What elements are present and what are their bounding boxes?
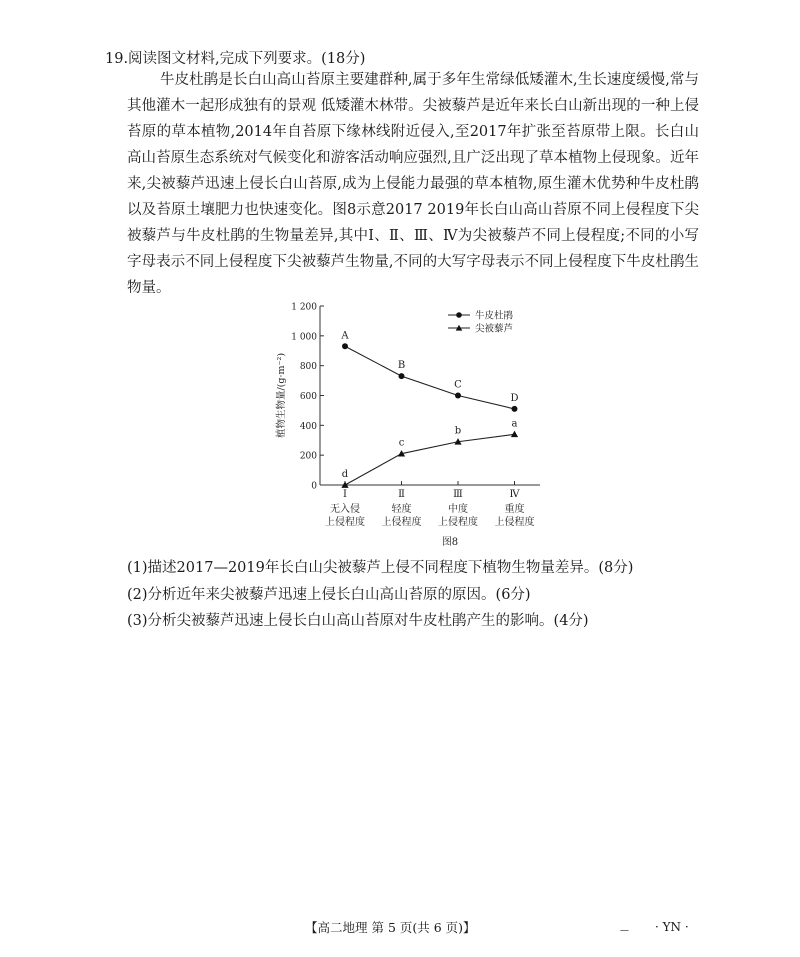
- data-point-triangle: [511, 431, 518, 437]
- data-point-circle: [512, 406, 518, 412]
- data-label: D: [510, 392, 519, 404]
- sub-question-3: (3)分析尖被藜芦迅速上侵长白山高山苔原对牛皮杜鹃产生的影响。(4分): [127, 613, 589, 629]
- sub-question-1: (1)描述2017—2019年长白山尖被藜芦上侵不同程度下植物生物量差异。(8分): [127, 560, 634, 576]
- footer-mark: —: [620, 926, 629, 936]
- x-tick-label: Ⅰ: [343, 489, 347, 500]
- data-label: d: [341, 469, 349, 480]
- sub-question-2: (2)分析近年来尖被藜芦迅速上侵长白山高山苔原的原因。(6分): [127, 587, 531, 603]
- legend-label: 牛皮杜鹃: [475, 310, 514, 322]
- data-point-circle: [455, 393, 461, 399]
- data-label: a: [511, 418, 518, 430]
- legend-label: 尖被藜芦: [475, 323, 514, 335]
- x-category-sublabel: 无入侵: [330, 504, 360, 515]
- y-tick-label: 200: [299, 451, 317, 462]
- data-label: b: [454, 425, 462, 437]
- biomass-chart: [270, 298, 560, 548]
- x-category-sublabel: 重度: [504, 504, 525, 515]
- x-tick-label: Ⅱ: [398, 489, 405, 500]
- x-category-sublabel: 上侵程度: [381, 517, 422, 528]
- y-tick-label: 1 000: [291, 332, 317, 343]
- x-tick-label: Ⅲ: [453, 489, 463, 500]
- data-point-circle: [399, 373, 405, 379]
- page-footer: 【高二地理 第 5 页(共 6 页)】: [305, 920, 476, 935]
- y-tick-label: 800: [299, 362, 317, 373]
- x-category-sublabel: 中度: [448, 504, 468, 515]
- material-paragraph-block: [127, 67, 699, 301]
- y-tick-label: 0: [311, 481, 317, 492]
- y-tick-label: 1 200: [291, 302, 317, 313]
- series-line-veratrum: [345, 434, 515, 485]
- data-label: A: [341, 330, 349, 342]
- data-label: B: [397, 360, 406, 372]
- data-label: C: [454, 379, 462, 391]
- legend-marker-circle: [456, 312, 462, 318]
- x-category-sublabel: 上侵程度: [494, 517, 535, 528]
- y-tick-label: 400: [299, 421, 317, 432]
- y-tick-label: 600: [299, 392, 317, 402]
- x-category-sublabel: 轻度: [391, 504, 412, 515]
- chart-title: 图8: [441, 537, 459, 548]
- material-paragraph: 牛皮杜鹃是长白山高山苔原主要建群种,属于多年生常绿低矮灌木,生长速度缓慢,常与其他灌木一起形成独有的景观 低矮灌木林带。尖被藜芦是近年来长白山新出现的一种上侵苔原的草本植物,2014年自苔原下缘林线附近侵入,至2017年扩张至苔原带上限。长白山高山苔原生态系统对气候变化和游客活动响应强烈,且广泛出现了草本植物上侵现象。近年来,尖被藜芦迅速上侵长白山苔原,成为上侵能力最强的草本植物,原生灌木优势种牛皮杜鹃以及苔原土壤肥力也快速变化。图8示意2017 2019年长白山高山苔原不同上侵程度下尖被藜芦与牛皮杜鹃的生物量差异,其中Ⅰ、Ⅱ、Ⅲ、Ⅳ为尖被藜芦不同上侵程度;不同的小写字母表示不同上侵程度下尖被藜芦生物量,不同的大写字母表示不同上侵程度下牛皮杜鹃生物量。: [127, 72, 699, 296]
- x-tick-label: Ⅳ: [509, 489, 520, 500]
- footer-code: · YN ·: [655, 920, 689, 934]
- series-line-rhododendron: [345, 346, 515, 409]
- y-axis-label: 植物生物量/(g·m⁻²): [276, 352, 287, 439]
- data-point-circle: [342, 343, 348, 349]
- data-label: c: [398, 437, 405, 449]
- x-category-sublabel: 上侵程度: [325, 517, 365, 528]
- question-heading: 19.阅读图文材料,完成下列要求。(18分): [105, 51, 366, 67]
- x-category-sublabel: 上侵程度: [438, 517, 478, 528]
